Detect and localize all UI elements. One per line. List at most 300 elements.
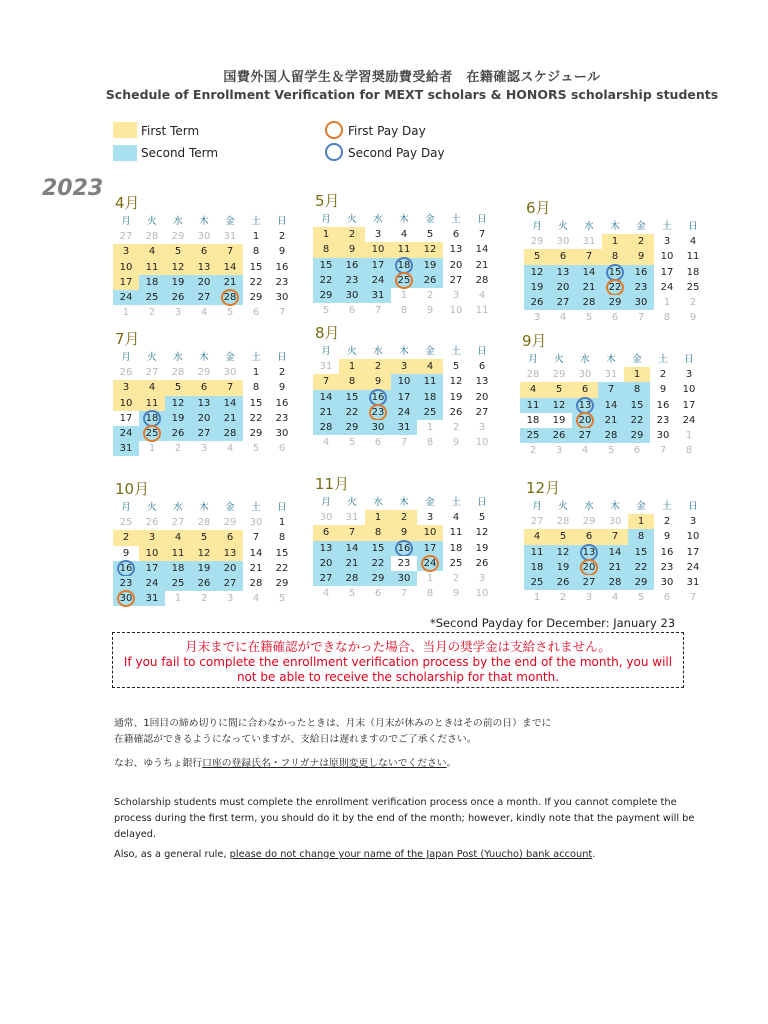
day-cell [572, 428, 598, 443]
day-number: 9 [122, 547, 130, 559]
day-cell [391, 273, 417, 288]
day-number: 8 [633, 384, 641, 396]
day-cell [443, 390, 469, 405]
day-number: 28 [608, 576, 622, 588]
day-number: 1 [348, 361, 356, 373]
day-number: 2 [278, 231, 286, 243]
week-row [520, 428, 702, 443]
day-number: 11 [526, 399, 540, 411]
day-number: 30 [656, 429, 670, 441]
day-number: 5 [252, 443, 260, 455]
week-row [524, 575, 706, 590]
day-number: 5 [637, 592, 645, 604]
day-cell [680, 545, 706, 560]
day-number: 7 [278, 307, 286, 319]
weekday-header: 月 [321, 214, 331, 225]
day-number: 30 [660, 576, 674, 588]
day-cell [443, 227, 469, 242]
day-number: 3 [426, 512, 434, 524]
day-number: 9 [426, 305, 434, 317]
day-cell [469, 242, 495, 257]
day-cell [313, 420, 339, 435]
day-cell [217, 244, 243, 259]
day-number: 17 [119, 276, 133, 288]
day-number: 20 [197, 276, 211, 288]
month-grid [113, 350, 295, 456]
day-cell [676, 398, 702, 413]
day-cell [443, 273, 469, 288]
day-number: 26 [171, 291, 185, 303]
weekday-header: 土 [251, 502, 261, 513]
weekday-header: 月 [121, 216, 131, 227]
warning-box [112, 632, 684, 688]
day-number: 27 [530, 516, 544, 528]
week-row [313, 303, 495, 318]
day-number: 7 [585, 251, 593, 263]
weekday-header: 水 [584, 501, 594, 512]
day-cell [443, 586, 469, 601]
weekday-header: 木 [606, 354, 616, 365]
day-cell [417, 525, 443, 540]
day-cell [443, 525, 469, 540]
day-number: 22 [371, 557, 385, 569]
day-number: 29 [530, 236, 544, 248]
day-cell [469, 227, 495, 242]
day-number: 3 [555, 445, 563, 457]
day-cell [217, 546, 243, 561]
day-number: 22 [634, 561, 648, 573]
day-number: 28 [319, 421, 333, 433]
second-pay-day-ring-icon [117, 560, 135, 577]
day-cell [654, 590, 680, 605]
day-number: 11 [449, 527, 463, 539]
day-number: 4 [478, 289, 486, 301]
day-number: 4 [148, 246, 156, 258]
day-cell [243, 515, 269, 530]
day-number: 14 [475, 244, 489, 256]
weekday-header: 土 [451, 497, 461, 508]
day-cell [269, 591, 295, 606]
day-cell [269, 530, 295, 545]
day-number: 22 [249, 276, 263, 288]
weekday-header: 日 [477, 214, 487, 225]
weekday-header-row [313, 212, 495, 227]
day-cell [191, 244, 217, 259]
day-number: 10 [119, 397, 133, 409]
week-row [524, 295, 706, 310]
day-number: 31 [604, 369, 618, 381]
day-number: 30 [608, 516, 622, 528]
day-number: 22 [275, 562, 289, 574]
day-cell [139, 275, 165, 290]
day-cell [113, 530, 139, 545]
day-number: 5 [174, 382, 182, 394]
day-cell [628, 529, 654, 544]
day-number: 28 [223, 427, 237, 439]
day-cell [243, 530, 269, 545]
day-cell [676, 443, 702, 458]
day-cell [443, 541, 469, 556]
day-number: 7 [226, 382, 234, 394]
day-cell [628, 590, 654, 605]
day-number: 7 [374, 305, 382, 317]
day-number: 2 [200, 593, 208, 605]
week-row [524, 560, 706, 575]
day-cell [113, 546, 139, 561]
day-cell [269, 515, 295, 530]
day-number: 9 [374, 376, 382, 388]
day-cell [139, 576, 165, 591]
day-cell [365, 510, 391, 525]
day-cell [524, 234, 550, 249]
day-cell [243, 380, 269, 395]
day-cell [191, 290, 217, 305]
weekday-header: 土 [251, 352, 261, 363]
notes-jp-line3-prefix: なお、ゆうちょ銀行 [114, 758, 203, 769]
day-cell [624, 413, 650, 428]
day-number: 29 [275, 577, 289, 589]
day-cell [217, 426, 243, 441]
day-cell [628, 249, 654, 264]
day-number: 10 [423, 527, 437, 539]
day-number: 6 [374, 588, 382, 600]
day-number: 20 [556, 281, 570, 293]
day-number: 28 [604, 429, 618, 441]
warning-jp: 月末までに在籍確認ができなかった場合、当月の奨学金は支給されません。 [185, 639, 611, 654]
day-cell [269, 244, 295, 259]
day-number: 2 [148, 307, 156, 319]
weekday-header: 土 [251, 216, 261, 227]
day-cell [576, 295, 602, 310]
day-number: 4 [426, 361, 434, 373]
day-cell [524, 545, 550, 560]
weekday-header-row [520, 352, 702, 367]
day-cell [576, 529, 602, 544]
day-cell [524, 265, 550, 280]
day-cell [469, 541, 495, 556]
day-number: 13 [556, 266, 570, 278]
day-cell [365, 541, 391, 556]
day-cell [443, 420, 469, 435]
day-number: 22 [345, 406, 359, 418]
day-cell [269, 576, 295, 591]
day-cell [469, 359, 495, 374]
day-number: 13 [319, 542, 333, 554]
day-number: 31 [582, 236, 596, 248]
day-number: 13 [578, 399, 592, 411]
day-cell [191, 426, 217, 441]
day-cell [598, 413, 624, 428]
week-row [524, 590, 706, 605]
day-number: 3 [533, 312, 541, 324]
day-number: 23 [275, 412, 289, 424]
week-row [113, 530, 295, 545]
day-number: 16 [275, 261, 289, 273]
day-number: 14 [249, 547, 263, 559]
day-cell [313, 586, 339, 601]
day-cell [443, 258, 469, 273]
day-number: 4 [581, 445, 589, 457]
day-number: 15 [275, 547, 289, 559]
day-cell [469, 556, 495, 571]
month-grid [313, 495, 495, 601]
day-cell [654, 560, 680, 575]
day-cell [139, 396, 165, 411]
day-number: 6 [322, 527, 330, 539]
day-cell [654, 310, 680, 325]
second-pay-day-ring-icon [395, 540, 413, 557]
day-number: 29 [319, 289, 333, 301]
day-number: 8 [426, 437, 434, 449]
day-number: 5 [555, 384, 563, 396]
first-pay-day-ring-icon [325, 121, 343, 139]
day-cell [269, 441, 295, 456]
weekday-header-row [313, 344, 495, 359]
day-cell [654, 265, 680, 280]
day-cell [165, 546, 191, 561]
day-cell [520, 382, 546, 397]
month-title: 7月 [115, 330, 140, 348]
day-number: 6 [663, 592, 671, 604]
day-cell [191, 411, 217, 426]
day-number: 2 [689, 296, 697, 308]
month-title: 8月 [315, 324, 340, 342]
day-number: 2 [559, 592, 567, 604]
day-number: 21 [345, 557, 359, 569]
day-number: 29 [552, 369, 566, 381]
day-cell [339, 586, 365, 601]
day-cell [113, 426, 139, 441]
day-number: 4 [200, 307, 208, 319]
day-cell [602, 560, 628, 575]
day-cell [417, 435, 443, 450]
day-cell [391, 435, 417, 450]
day-number: 26 [423, 274, 437, 286]
day-cell [313, 359, 339, 374]
day-cell [165, 365, 191, 380]
day-number: 14 [604, 399, 618, 411]
week-row [113, 426, 295, 441]
day-cell [165, 305, 191, 320]
day-cell [598, 382, 624, 397]
day-number: 12 [197, 547, 211, 559]
day-cell [550, 280, 576, 295]
day-cell [546, 428, 572, 443]
day-cell [654, 280, 680, 295]
page-title-en: Schedule of Enrollment Verification for MEXT scholars & HONORS scholarship students [105, 87, 719, 102]
day-cell [113, 290, 139, 305]
month-title: 9月 [522, 332, 547, 350]
day-number: 11 [397, 244, 411, 256]
day-cell [191, 515, 217, 530]
day-cell [576, 265, 602, 280]
day-cell [269, 305, 295, 320]
weekday-header: 土 [451, 346, 461, 357]
day-number: 30 [223, 367, 237, 379]
day-cell [113, 365, 139, 380]
day-number: 5 [226, 307, 234, 319]
day-cell [217, 396, 243, 411]
weekday-header: 金 [425, 497, 435, 508]
day-cell [443, 435, 469, 450]
day-cell [191, 561, 217, 576]
day-number: 31 [119, 443, 133, 455]
weekday-header: 木 [199, 502, 209, 513]
day-number: 4 [174, 532, 182, 544]
day-number: 7 [659, 445, 667, 457]
day-cell [546, 382, 572, 397]
day-number: 31 [397, 421, 411, 433]
month-title: 5月 [315, 192, 340, 210]
day-cell [572, 443, 598, 458]
day-cell [391, 510, 417, 525]
week-row [113, 365, 295, 380]
day-cell [217, 275, 243, 290]
day-cell [165, 260, 191, 275]
day-cell [139, 365, 165, 380]
day-cell [443, 288, 469, 303]
day-cell [391, 288, 417, 303]
day-number: 8 [374, 527, 382, 539]
day-cell [313, 374, 339, 389]
day-cell [654, 529, 680, 544]
day-number: 16 [275, 397, 289, 409]
day-cell [165, 275, 191, 290]
day-cell [313, 435, 339, 450]
day-number: 1 [663, 296, 671, 308]
day-number: 24 [397, 406, 411, 418]
day-number: 28 [145, 231, 159, 243]
day-cell [602, 590, 628, 605]
day-cell [339, 374, 365, 389]
day-cell [165, 441, 191, 456]
day-cell [243, 244, 269, 259]
day-cell [546, 413, 572, 428]
day-cell [469, 525, 495, 540]
weekday-header: 火 [347, 497, 357, 508]
day-cell [680, 529, 706, 544]
day-cell [269, 229, 295, 244]
day-cell [598, 398, 624, 413]
day-number: 20 [223, 562, 237, 574]
day-number: 6 [633, 445, 641, 457]
day-number: 6 [559, 251, 567, 263]
day-cell [365, 374, 391, 389]
day-number: 29 [630, 429, 644, 441]
day-number: 29 [223, 517, 237, 529]
weekday-header: 水 [173, 216, 183, 227]
week-row [113, 244, 295, 259]
weekday-header-row [113, 350, 295, 365]
day-number: 6 [278, 443, 286, 455]
day-cell [443, 359, 469, 374]
week-row [524, 529, 706, 544]
month-title: 10月 [115, 480, 150, 498]
second-term-swatch [113, 145, 137, 161]
day-cell [572, 398, 598, 413]
week-row [313, 435, 495, 450]
day-number: 21 [249, 562, 263, 574]
day-cell [520, 398, 546, 413]
day-number: 5 [607, 445, 615, 457]
day-number: 12 [556, 546, 570, 558]
day-number: 3 [585, 592, 593, 604]
day-cell [243, 275, 269, 290]
day-number: 30 [119, 593, 133, 605]
weekday-header: 金 [632, 354, 642, 365]
day-number: 1 [322, 229, 330, 241]
day-cell [365, 435, 391, 450]
day-cell [339, 420, 365, 435]
day-number: 14 [582, 266, 596, 278]
day-number: 1 [174, 593, 182, 605]
day-number: 20 [582, 561, 596, 573]
day-cell [391, 556, 417, 571]
week-row [113, 576, 295, 591]
day-number: 29 [608, 296, 622, 308]
day-cell [576, 590, 602, 605]
day-number: 14 [223, 397, 237, 409]
day-cell [165, 396, 191, 411]
day-cell [269, 426, 295, 441]
day-cell [676, 428, 702, 443]
day-number: 29 [171, 231, 185, 243]
day-cell [391, 541, 417, 556]
day-number: 10 [145, 547, 159, 559]
month-title: 6月 [526, 199, 551, 217]
day-number: 7 [252, 532, 260, 544]
day-number: 17 [371, 259, 385, 271]
month-grid [524, 499, 706, 605]
day-cell [217, 591, 243, 606]
day-cell [243, 305, 269, 320]
day-cell [113, 591, 139, 606]
day-number: 20 [197, 412, 211, 424]
day-cell [365, 405, 391, 420]
day-number: 30 [578, 369, 592, 381]
notes-en-para2-underlined: please do not change your name of the Japan Post (Yuucho) bank account [229, 849, 593, 860]
day-number: 7 [689, 592, 697, 604]
day-number: 23 [371, 406, 385, 418]
day-cell [391, 303, 417, 318]
day-number: 3 [400, 361, 408, 373]
week-row [113, 290, 295, 305]
day-cell [443, 556, 469, 571]
day-cell [628, 514, 654, 529]
day-number: 28 [223, 291, 237, 303]
day-cell [217, 515, 243, 530]
day-cell [417, 541, 443, 556]
day-cell [676, 367, 702, 382]
day-number: 12 [552, 399, 566, 411]
day-cell [269, 260, 295, 275]
day-cell [365, 420, 391, 435]
day-cell [243, 561, 269, 576]
day-number: 21 [319, 406, 333, 418]
notes-en-para1: Scholarship students must complete the enrollment verification process once a month. If you cannot complete the process during the first term, you should do it by the end of the month; however, kindly note that the payment will be delayed. [114, 797, 695, 840]
day-cell [576, 545, 602, 560]
day-cell [602, 249, 628, 264]
day-cell [365, 273, 391, 288]
day-number: 23 [656, 414, 670, 426]
day-cell [191, 260, 217, 275]
day-number: 23 [345, 274, 359, 286]
day-cell [365, 571, 391, 586]
weekday-header-row [113, 214, 295, 229]
day-number: 15 [630, 399, 644, 411]
day-number: 18 [686, 266, 700, 278]
day-cell [217, 576, 243, 591]
